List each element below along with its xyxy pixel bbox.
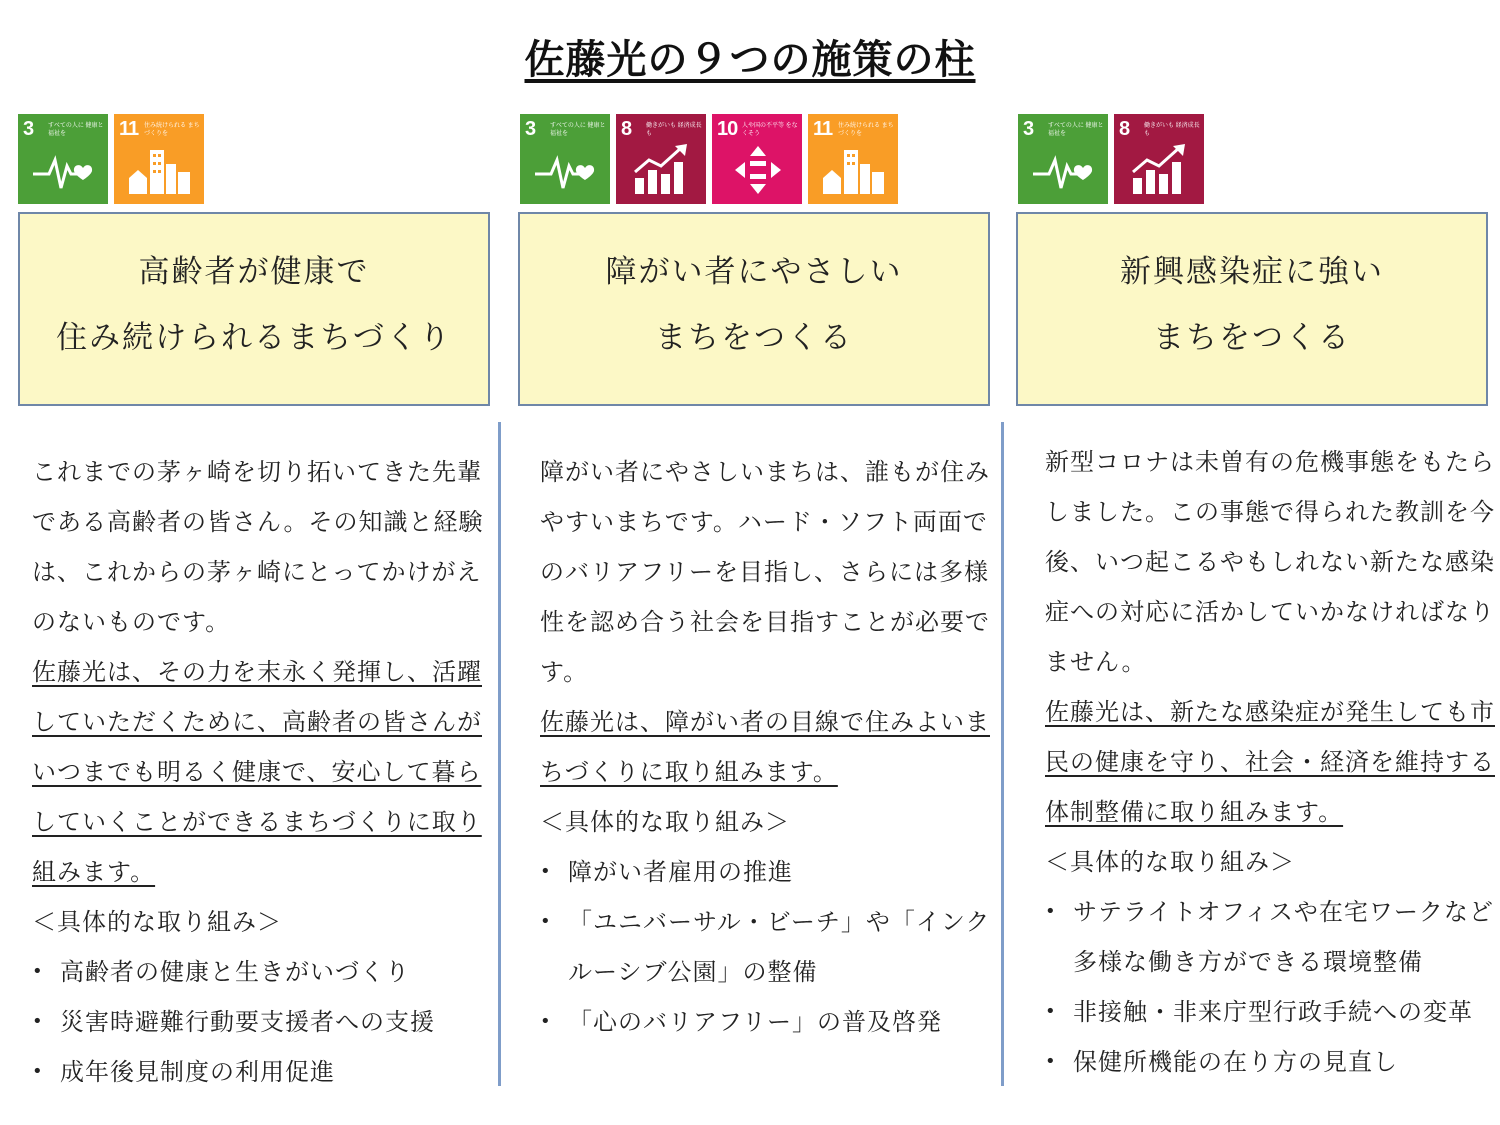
initiatives-heading: ＜具体的な取り組み＞ [32, 908, 282, 936]
list-item: • 非接触・非来庁型行政手続への変革 [1045, 987, 1497, 1037]
column-divider [498, 422, 501, 1086]
sdg-3-icon: 3 すべての人に 健康と福祉を [1018, 114, 1108, 204]
list-item: • サテライトオフィスや在宅ワークなど多様な働き方ができる環境整備 [1045, 887, 1497, 987]
sdg-icons-pillar-3 [1018, 114, 1204, 204]
sdg-3-icon: 3 すべての人に 健康と福祉を [18, 114, 108, 204]
city-icon [129, 144, 191, 196]
list-item: • 障がい者雇用の推進 [540, 847, 994, 897]
pillar-1-heading-box [18, 212, 490, 406]
pillar-commitment: 佐藤光は、新たな感染症が発生しても市民の健康を守り、社会・経済を維持する体制整備に取り組みます。 [1045, 698, 1495, 826]
equality-icon [727, 144, 789, 196]
pillar-commitment: 佐藤光は、その力を末永く発揮し、活躍していただくために、高齢者の皆さんがいつまでも明るく健康で、安心して暮らしていくことができるまちづくりに取り組みます。 [32, 658, 482, 886]
sdg-icons-pillar-1 [18, 114, 204, 204]
pillar-intro: 障がい者にやさしいまちは、誰もが住みやすいまちです。ハード・ソフト両面でのバリアフリーを目指し、さらには多様性を認め合う社会を目指すことが必要です。 [540, 458, 990, 686]
sdg-11-icon: 11 住み続けられる まちづくりを [808, 114, 898, 204]
list-item: • 保健所機能の在り方の見直し [1045, 1037, 1497, 1087]
pillar-2-body [540, 447, 994, 1047]
pillar-commitment: 佐藤光は、障がい者の目線で住みよいまちづくりに取り組みます。 [540, 708, 990, 786]
sdg-8-icon: 8 働きがいも 経済成長も [1114, 114, 1204, 204]
list-item: • 「ユニバーサル・ビーチ」や「インクルーシブ公園」の整備 [540, 897, 994, 997]
initiatives-list [1045, 887, 1497, 1087]
list-item: • 災害時避難行動要支援者への支援 [32, 997, 486, 1047]
pillar-heading-line2: 住み続けられるまちづくり [56, 320, 452, 356]
sdg-8-icon: 8 働きがいも 経済成長も [616, 114, 706, 204]
pillar-heading-line1: 障がい者にやさしい [605, 254, 903, 290]
pillar-intro: これまでの茅ヶ崎を切り拓いてきた先輩である高齢者の皆さん。その知識と経験は、これからの茅ヶ崎にとってかけがえのないものです。 [32, 458, 484, 636]
heartbeat-icon [535, 144, 597, 196]
growth-chart-icon [631, 144, 693, 196]
initiatives-list [540, 847, 994, 1047]
list-item: • 「心のバリアフリー」の普及啓発 [540, 997, 994, 1047]
heartbeat-icon [33, 144, 95, 196]
list-item: • 高齢者の健康と生きがいづくり [32, 947, 486, 997]
pillar-heading-line2: まちをつくる [655, 320, 853, 356]
sdg-10-icon: 10 人や国の不平等 をなくそう [712, 114, 802, 204]
pillar-2-heading-box [518, 212, 990, 406]
pillar-heading-line1: 新興感染症に強い [1120, 254, 1384, 290]
pillar-heading-line2: まちをつくる [1153, 320, 1351, 356]
city-icon [823, 144, 885, 196]
heartbeat-icon [1033, 144, 1095, 196]
pillar-1-body [32, 447, 486, 1097]
sdg-3-icon: 3 すべての人に 健康と福祉を [520, 114, 610, 204]
pillar-3-body [1045, 437, 1497, 1087]
initiatives-heading: ＜具体的な取り組み＞ [1045, 848, 1295, 876]
page-title: 佐藤光の９つの施策の柱 [524, 37, 976, 83]
initiatives-heading: ＜具体的な取り組み＞ [540, 808, 790, 836]
pillar-intro: 新型コロナは未曽有の危機事態をもたらしました。この事態で得られた教訓を今後、いつ起こるやもしれない新たな感染症への対応に活かしていかなければなりません。 [1045, 448, 1495, 676]
initiatives-list [32, 947, 486, 1097]
sdg-icons-pillar-2 [520, 114, 898, 204]
pillar-3-heading-box [1016, 212, 1488, 406]
list-item: • 成年後見制度の利用促進 [32, 1047, 486, 1097]
column-divider [1001, 422, 1004, 1086]
growth-chart-icon [1129, 144, 1191, 196]
pillar-heading-line1: 高齢者が健康で [138, 254, 370, 290]
sdg-11-icon: 11 住み続けられる まちづくりを [114, 114, 204, 204]
